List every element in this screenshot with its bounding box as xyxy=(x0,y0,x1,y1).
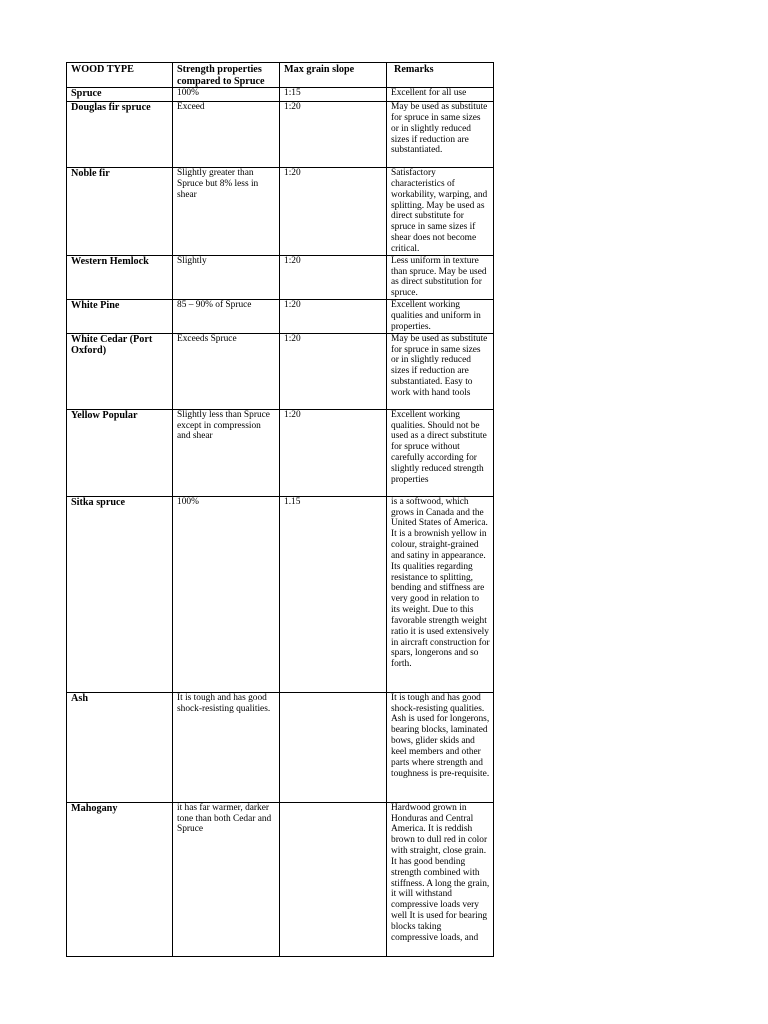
wood-type-cell: Ash xyxy=(67,692,173,802)
strength-cell: it has far warmer, darker tone than both Cedar and Spruce xyxy=(173,802,280,956)
table-row xyxy=(67,102,494,168)
table-header-row xyxy=(67,63,494,88)
strength-cell: 100% xyxy=(173,88,280,102)
document-page xyxy=(66,62,493,953)
grain-slope-cell: 1:20 xyxy=(280,333,387,409)
strength-cell: Slightly greater than Spruce but 8% less in shear xyxy=(173,168,280,256)
table-row xyxy=(67,333,494,409)
strength-cell: 100% xyxy=(173,496,280,692)
table-row xyxy=(67,88,494,102)
remarks-cell: Less uniform in texture than spruce. May be used as direct substitution for spruce. xyxy=(387,255,494,299)
wood-type-cell: Sitka spruce xyxy=(67,496,173,692)
remarks-cell: Excellent working qualities. Should not be used as a direct substitute for spruce without carefully according for slightly reduced strength properties xyxy=(387,409,494,496)
wood-comparison-table xyxy=(66,62,494,957)
header-strength: Strength properties compared to Spruce xyxy=(173,63,280,88)
wood-type-cell: White Cedar (Port Oxford) xyxy=(67,333,173,409)
table-row xyxy=(67,409,494,496)
header-grain-slope: Max grain slope xyxy=(280,63,387,88)
strength-cell: Exceeds Spruce xyxy=(173,333,280,409)
wood-type-cell: Mahogany xyxy=(67,802,173,956)
wood-type-cell: Yellow Popular xyxy=(67,409,173,496)
grain-slope-cell xyxy=(280,692,387,802)
table-row xyxy=(67,496,494,692)
header-wood-type: WOOD TYPE xyxy=(67,63,173,88)
grain-slope-cell: 1:15 xyxy=(280,88,387,102)
remarks-cell: It is tough and has good shock-resisting qualities. Ash is used for longerons, bearing blocks, laminated bows, glider skids and keel members and other parts where strength and toughness is pre-requisite. xyxy=(387,692,494,802)
grain-slope-cell: 1.15 xyxy=(280,496,387,692)
grain-slope-cell: 1:20 xyxy=(280,300,387,334)
grain-slope-cell: 1:20 xyxy=(280,102,387,168)
strength-cell: Slightly less than Spruce except in compression and shear xyxy=(173,409,280,496)
grain-slope-cell: 1:20 xyxy=(280,255,387,299)
remarks-cell: Excellent working qualities and uniform in properties. xyxy=(387,300,494,334)
strength-cell: Exceed xyxy=(173,102,280,168)
remarks-cell: Hardwood grown in Honduras and Central America. It is reddish brown to dull red in color with straight, close grain. It has good bending strength combined with stiffness. A long the grain, it will withstand compressive loads very well It is used for bearing blocks taking compressive loads, and xyxy=(387,802,494,956)
remarks-cell: Satisfactory characteristics of workability, warping, and splitting. May be used as direct substitute for spruce in same sizes if shear does not become critical. xyxy=(387,168,494,256)
table-row xyxy=(67,255,494,299)
wood-type-cell: Western Hemlock xyxy=(67,255,173,299)
table-row xyxy=(67,168,494,256)
remarks-cell: May be used as substitute for spruce in same sizes or in slightly reduced sizes if reduction are substantiated. xyxy=(387,102,494,168)
wood-type-cell: White Pine xyxy=(67,300,173,334)
remarks-cell: is a softwood, which grows in Canada and the United States of America. It is a brownish yellow in colour, straight-grained and satiny in appearance. Its qualities regarding resistance to splitting, bending and stiffness are very good in relation to its weight. Due to this favorable strength weight ratio it is used extensively in aircraft construction for spars, longerons and so forth. xyxy=(387,496,494,692)
grain-slope-cell: 1:20 xyxy=(280,409,387,496)
strength-cell: It is tough and has good shock-resisting qualities. xyxy=(173,692,280,802)
table-row xyxy=(67,802,494,956)
header-remarks: Remarks xyxy=(387,63,494,88)
wood-type-cell: Douglas fir spruce xyxy=(67,102,173,168)
table-row xyxy=(67,692,494,802)
wood-type-cell: Spruce xyxy=(67,88,173,102)
grain-slope-cell: 1:20 xyxy=(280,168,387,256)
wood-type-cell: Noble fir xyxy=(67,168,173,256)
remarks-cell: May be used as substitute for spruce in same sizes or in slightly reduced sizes if reduction are substantiated. Easy to work with hand tools xyxy=(387,333,494,409)
remarks-cell: Excellent for all use xyxy=(387,88,494,102)
strength-cell: 85 – 90% of Spruce xyxy=(173,300,280,334)
strength-cell: Slightly xyxy=(173,255,280,299)
table-row xyxy=(67,300,494,334)
grain-slope-cell xyxy=(280,802,387,956)
